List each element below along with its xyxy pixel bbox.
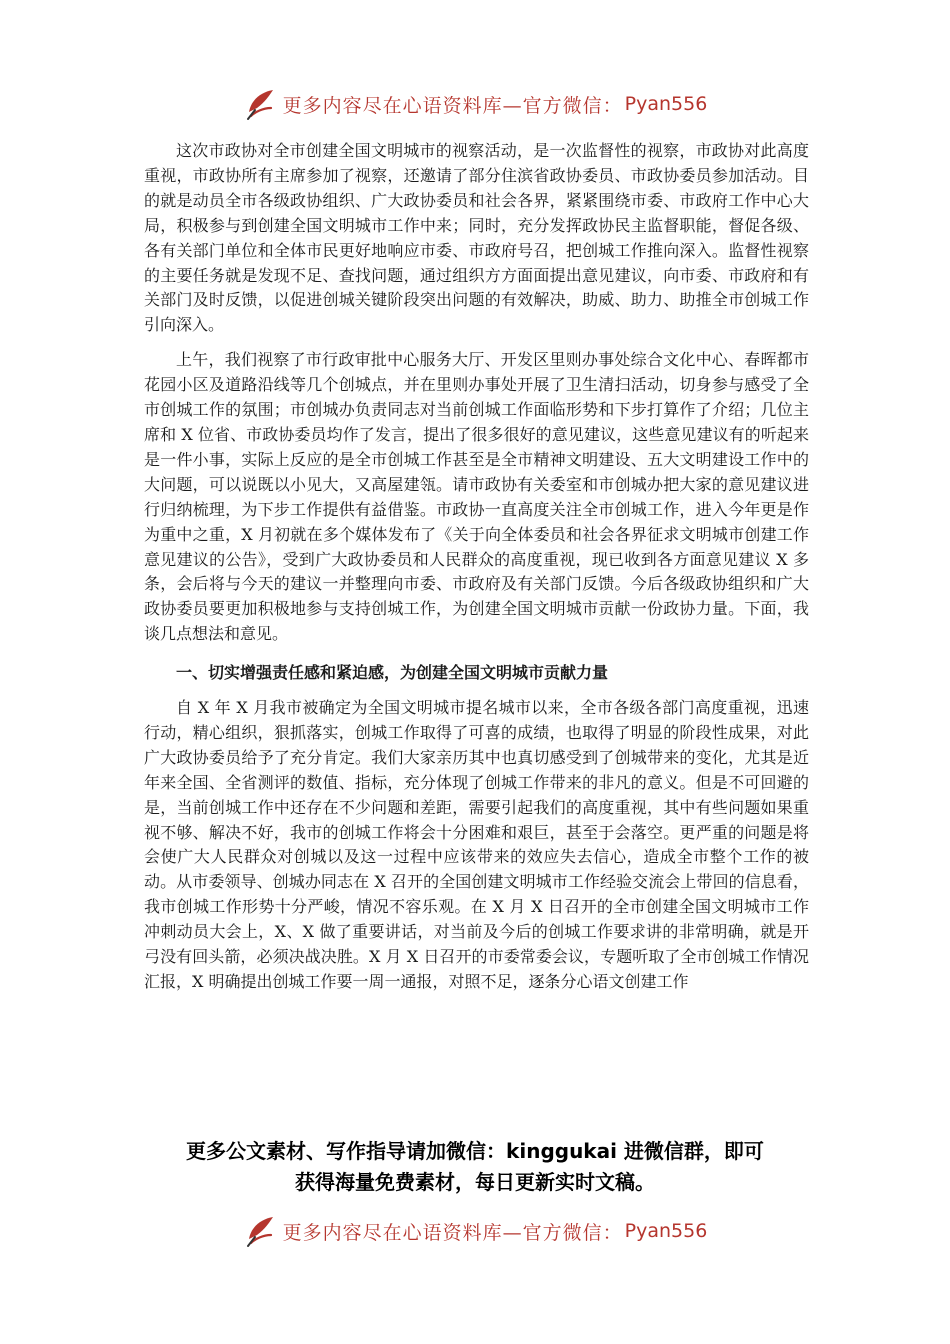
banner-wechat-id: Pyan556 bbox=[624, 1220, 708, 1242]
promo-block bbox=[145, 1136, 805, 1198]
banner-text: 更多内容尽在心语资料库—官方微信： bbox=[282, 94, 623, 117]
quill-logo-icon bbox=[243, 1213, 279, 1249]
banner-text: 更多内容尽在心语资料库—官方微信： bbox=[282, 1221, 623, 1244]
paragraph-2: 上午，我们视察了市行政审批中心服务大厅、开发区里则办事处综合文化中心、春晖都市花园小区及道路沿线等几个创城点，并在里则办事处开展了卫生清扫活动，切身参与感受了全市创城工作的氛围；市创城办负责同志对当前创城工作面临形势和下步打算作了介绍；几位主席和 X 位省、市政协委员均作了发言，提出了很多很好的意见建议，这些意见建议有的听起来是一件小事，实际上反应的是全市创城工作甚至是全市精神文明建设、五大文明建设工作中的大问题，可以说既以小见大，又高屋建瓴。请市政协有关委室和市创城办把大家的意见建议进行归纳梳理，为下步工作提供有益借鉴。市政协一直高度关注全市创城工作，进入今年更是作为重中之重，X 月初就在多个媒体发布了《关于向全体委员和社会各界征求文明城市创建工作意见建议的公告》，受到广大政协委员和人民群众的高度重视，现已收到各方面意见建议 X 多条，会后将与今天的建议一并整理向市委、市政府及有关部门反馈。今后各级政协组织和广大政协委员要更加积极地参与支持创城工作，为创建全国文明城市贡献一份政协力量。下面，我谈几点想法和意见。 bbox=[144, 350, 809, 644]
quill-logo-icon bbox=[243, 86, 279, 122]
document-body bbox=[144, 139, 809, 1044]
paragraph-3-clip bbox=[144, 696, 809, 1044]
promo-line-2: 获得海量免费素材，每日更新实时文稿。 bbox=[295, 1170, 655, 1194]
paragraph-1: 这次市政协对全市创建全国文明城市的视察活动，是一次监督性的视察，市政协对此高度重视，市政协所有主席参加了视察，还邀请了部分住滨省政协委员、市政协委员参加活动。目的就是动员全市各级政协组织、广大政协委员和社会各界，紧紧围绕市委、市政府工作中心大局，积极参与到创建全国文明城市工作中来；同时，充分发挥政协民主监督职能，督促各级、各有关部门单位和全体市民更好地响应市委、市政府号召，把创城工作推向深入。监督性视察的主要任务就是发现不足、查找问题，通过组织方方面面提出意见建议，向市委、市政府和有关部门及时反馈，以促进创城关键阶段突出问题的有效解决，助威、助力、助推全市创城工作引向深入。 bbox=[144, 141, 809, 335]
header-watermark-banner bbox=[0, 86, 950, 122]
section-heading-1: 一、切实增强责任感和紧迫感，为创建全国文明城市贡献力量 bbox=[176, 663, 609, 683]
paragraph-3: 自 X 年 X 月我市被确定为全国文明城市提名城市以来，全市各级各部门高度重视，迅速行动，精心组织，狠抓落实，创城工作取得了可喜的成绩，也取得了明显的阶段性成果，对此广大政协委员给予了充分肯定。我们大家亲历其中也真切感受到了创城带来的变化，尤其是近年来全国、全省测评的数值、指标，充分体现了创城工作带来的非凡的意义。但是不可回避的是，当前创城工作中还存在不少问题和差距，需要引起我们的高度重视，其中有些问题如果重视不够、解决不好，我市的创城工作将会十分困难和艰巨，甚至于会落空。更严重的问题是将会使广大人民群众对创城以及这一过程中应该带来的效应失去信心，造成全市整个工作的被动。从市委领导、创城办同志在 X 召开的全国创建文明城市工作经验交流会上带回的信息看，我市创城工作形势十分严峻，情况不容乐观。在 X 月 X 日召开的全市创建全国文明城市工作冲刺动员大会上，X、X 做了重要讲话，对当前及今后的创城工作要求讲的非常明确，就是开弓没有回头箭，必须决战决胜。X 月 X 日召开的市委常委会议，专题听取了全市创城工作情况汇报，X 明确提出创城工作要一周一通报，对照不足，逐条分心语文创建工作 bbox=[144, 698, 809, 991]
promo-line-1: 更多公文素材、写作指导请加微信：kinggukai 进微信群，即可 bbox=[186, 1139, 764, 1163]
footer-watermark-banner bbox=[0, 1213, 950, 1249]
banner-wechat-id: Pyan556 bbox=[624, 93, 708, 115]
